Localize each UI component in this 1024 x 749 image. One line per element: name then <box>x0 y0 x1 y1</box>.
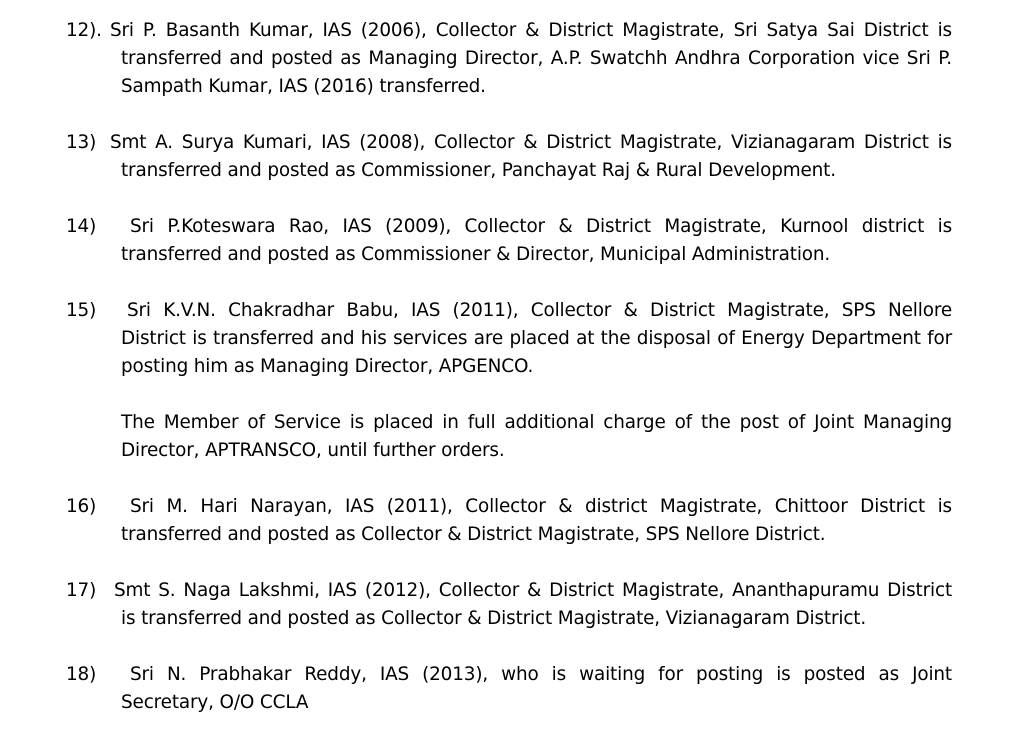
item-number: 18) <box>66 664 97 685</box>
item-continuation: transferred and posted as Collector & District Magistrate, SPS Nellore District. <box>121 524 826 545</box>
item-first-line: Smt A. Surya Kumari, IAS (2008), Collector & District Magistrate, Vizianagaram District is <box>110 132 952 153</box>
order-item-16 <box>66 493 952 549</box>
item-number: 16) <box>66 496 97 517</box>
item-first-line: Sri N. Prabhakar Reddy, IAS (2013), who is waiting for posting is posted as Joint <box>130 664 952 685</box>
item-continuation: District is transferred and his services are placed at the disposal of Energy Department for posting him as Managing Director, APGENCO. <box>121 328 952 377</box>
order-item-15 <box>66 297 952 381</box>
item-first-line: Sri K.V.N. Chakradhar Babu, IAS (2011), Collector & District Magistrate, SPS Nellore <box>127 300 952 321</box>
order-item-13 <box>66 129 952 185</box>
item-number: 15) <box>66 300 97 321</box>
item-first-line: Smt S. Naga Lakshmi, IAS (2012), Collector & District Magistrate, Ananthapuramu District <box>114 580 952 601</box>
order-item-18 <box>66 661 952 717</box>
item-number: 12). <box>66 20 102 41</box>
order-item-12 <box>66 17 952 101</box>
item-continuation: transferred and posted as Managing Director, A.P. Swatchh Andhra Corporation vice Sri P. Sampath Kumar, IAS (2016) transferred. <box>121 48 952 97</box>
item-first-line: Sri M. Hari Narayan, IAS (2011), Collector & district Magistrate, Chittoor District is <box>130 496 952 517</box>
item-number: 14) <box>66 216 97 237</box>
order-item-14 <box>66 213 952 269</box>
item-continuation: transferred and posted as Commissioner, Panchayat Raj & Rural Development. <box>121 160 836 181</box>
item-number: 13) <box>66 132 97 153</box>
item-first-line: Sri P.Koteswara Rao, IAS (2009), Collector & District Magistrate, Kurnool district is <box>130 216 952 237</box>
item-continuation: is transferred and posted as Collector & District Magistrate, Vizianagaram District. <box>121 608 867 629</box>
item-number: 17) <box>66 580 97 601</box>
item-continuation: transferred and posted as Commissioner & Director, Municipal Administration. <box>121 244 831 265</box>
item-first-line: Sri P. Basanth Kumar, IAS (2006), Collector & District Magistrate, Sri Satya Sai District is <box>110 20 952 41</box>
item-continuation: Secretary, O/O CCLA <box>121 692 309 713</box>
item-15-note: The Member of Service is placed in full additional charge of the post of Joint Managing Director, APTRANSCO, until further orders. <box>121 412 952 461</box>
order-item-17 <box>66 577 952 633</box>
